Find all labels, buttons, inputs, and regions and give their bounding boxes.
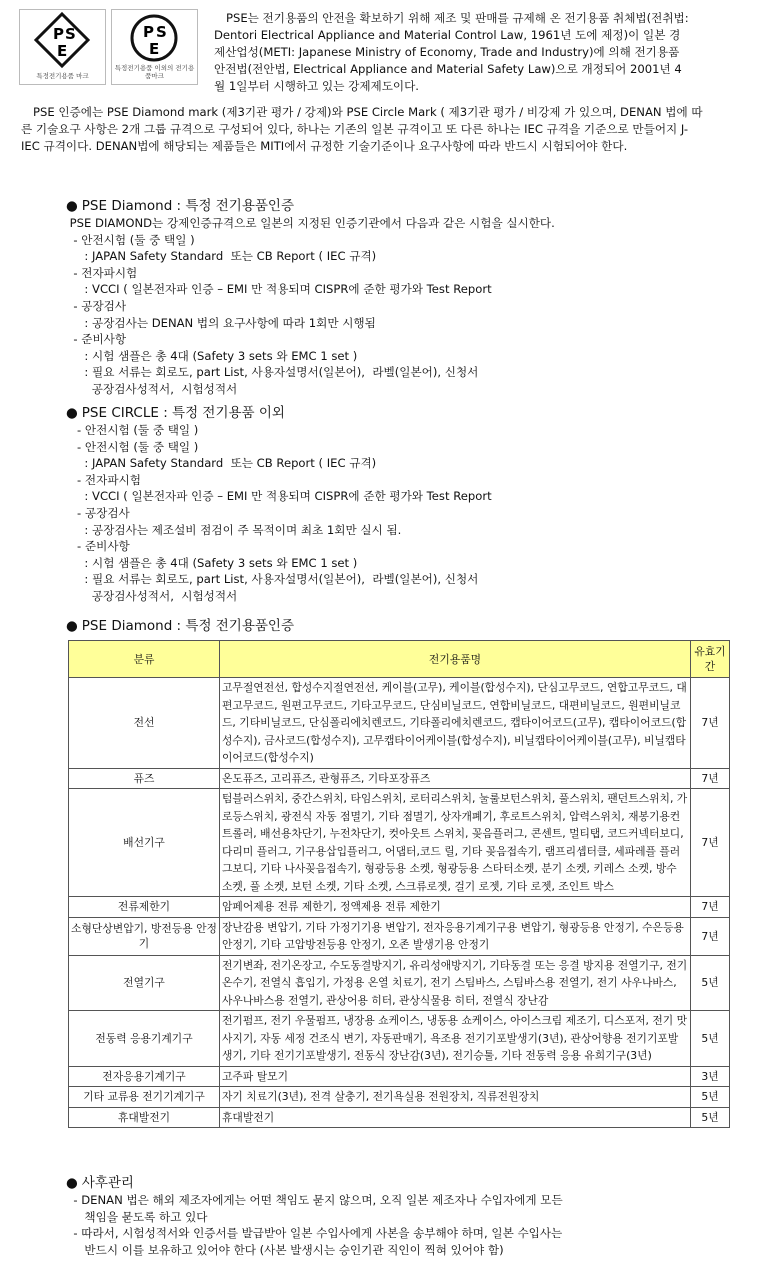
period-cell: 5년 <box>691 955 730 1011</box>
text-line: - DENAN 법은 해외 제조자에게는 어떤 책임도 묻지 않으며, 오직 일본 제조자나 수입자에게 모든 <box>66 1193 563 1207</box>
products-cell: 휴대발전기 <box>220 1107 691 1128</box>
text-line: - 공장검사 <box>66 505 130 520</box>
text-line: : 필요 서류는 회로도, part List, 사용자설명서(일본어), 라벨(일본어), 신청서 <box>66 365 479 380</box>
table-row <box>69 955 730 1011</box>
period-cell: 3년 <box>691 1066 730 1087</box>
category-cell: 전열기구 <box>69 955 220 1011</box>
svg-text:E: E <box>57 42 68 60</box>
table-row <box>69 1066 730 1087</box>
products-cell: 고주파 탈모기 <box>220 1066 691 1087</box>
circle-mark-icon <box>112 10 197 66</box>
category-cell: 전동력 응용기계기구 <box>69 1011 220 1067</box>
period-cell: 7년 <box>691 917 730 955</box>
bullet-icon: ● <box>66 198 78 214</box>
text-line: - 안전시험 (둘 중 택일 ) <box>66 439 199 454</box>
products-cell: 전기펌프, 전기 우물펌프, 냉장용 쇼케이스, 냉동용 쇼케이스, 아이스크림 제조기, 디스포저, 전기 맛사지기, 자동 세정 건조식 변기, 자동판매기, 욕조용 전기기포발생기(3년), 관상어향용 전기기포발생기, 기타 전기기포발생기, 전동식 장난감(3년), 전기승툴, 기타 전동력 응용 유희기구(3년) <box>220 1011 691 1067</box>
category-cell: 전자응용기계기구 <box>69 1066 220 1087</box>
text-line: PSE DIAMOND는 강제인증규격으로 일본의 지정된 인증기관에서 다음과 같은 시험을 실시한다. <box>66 216 555 230</box>
text-line: : JAPAN Safety Standard 또는 CB Report ( IEC 규격) <box>66 456 377 471</box>
text-line: 책임을 묻도록 하고 있다 <box>66 1209 208 1224</box>
text-line: : 시험 샘플은 총 4대 (Safety 3 sets 와 EMC 1 set ) <box>66 348 358 363</box>
text-line: : VCCI ( 일본전자파 인증 – EMI 만 적용되며 CISPR에 준한 평가와 Test Report <box>66 489 492 504</box>
period-cell: 5년 <box>691 1087 730 1108</box>
pse-overview-paragraph: PSE 인증에는 PSE Diamond mark (제3기관 평가 / 강제)와 PSE Circle Mark ( 제3기관 평가 / 비강제 가 있으며, DENAN 법에 따른 기술요구 사항은 2개 그룹 규격으로 구성되어 있다, 하나는 기존의 일본 규격이고 또 다른 하나는 IEC 규격을 기준으로 만들어지 J-IEC 규격이다. DENAN법에 해당되는 제품들은 MITI에서 규정한 기술기준이나 요구사항에 따라 반드시 시험되어야 한다. <box>21 105 703 153</box>
text-line: : JAPAN Safety Standard 또는 CB Report ( IEC 규격) <box>66 249 377 264</box>
products-cell: 장난감용 변압기, 기타 가정기기용 변압기, 전자응용기계기구용 변압기, 형광등용 안정기, 수은등용 안정기, 기타 고압방전등용 안정기, 오존 발생기용 안정기 <box>220 917 691 955</box>
text-line: - 전자파시험 <box>66 472 141 487</box>
svg-text:S: S <box>156 23 167 41</box>
text-line: - 준비사항 <box>66 332 127 347</box>
after-section <box>66 1174 563 1258</box>
circle-section <box>66 404 492 605</box>
svg-text:P: P <box>143 23 154 41</box>
circle-lines <box>66 422 492 605</box>
table-section-title: ● PSE Diamond : 특정 전기용품인증 <box>66 618 295 634</box>
bullet-icon: ● <box>66 618 78 634</box>
products-cell: 텀블러스위치, 중간스위치, 타임스위치, 로터리스위치, 눌룰보턴스위치, 풀스위치, 팬던트스위치, 가로등스위치, 광전식 자동 점멸기, 기타 점멸기, 상자개폐기, 후로트스위치, 압력스위치, 재봉기용컨트롤러, 배선용차단기, 누전차단기, 컷아웃트 스위치, 꽂음플러그, 콘센트, 멀티탭, 코드커넥터보디, 다리미 플러그, 기구용삽입플러그, 어댑터,코드 릴, 기타 꽂음접속기, 램프리셉터클, 세파레플 플러그보디, 기타 나사꽂음접속기, 형광등용 소켓, 형광등용 스타터소켓, 분기 소켓, 키레스 소켓, 방수 소켓, 풀 소켓, 보턴 소켓, 기타 소켓, 스크류로젯, 걸기 로젯, 기타 로젯, 조인트 박스 <box>220 789 691 897</box>
after-lines <box>66 1192 563 1258</box>
table-row <box>69 1087 730 1108</box>
text-line: 반드시 이를 보유하고 있어야 한다 (사본 발생시는 승인기관 직인이 찍혀 있어야 함) <box>66 1242 504 1257</box>
category-cell: 휴대발전기 <box>69 1107 220 1128</box>
svg-text:S: S <box>65 25 76 43</box>
text-line: : VCCI ( 일본전자파 인증 – EMI 만 적용되며 CISPR에 준한 평가와 Test Report <box>66 282 492 297</box>
period-cell: 7년 <box>691 789 730 897</box>
table-row <box>69 1107 730 1128</box>
text-line: - 안전시험 (둘 중 택일 ) <box>66 232 195 247</box>
bullet-icon: ● <box>66 1175 78 1191</box>
bullet-icon: ● <box>66 405 78 421</box>
text-line: - 안전시험 (둘 중 택일 ) <box>66 423 199 437</box>
products-cell: 온도퓨즈, 고리퓨즈, 관형퓨즈, 기타포장퓨즈 <box>220 768 691 789</box>
intro-paragraph: PSE는 전기용품의 안전을 확보하기 위해 제조 및 판매를 규제해 온 전기용품 취체법(전취법: Dentori Electrical Appliance and Material Control Law, 1961년 도에 제정)이 일본 경제산업성(METI: Japanese Ministry of Economy, Trade and Industry)에 의해 전기용품안전법(전안법, Electrical Appliance and Material Safety Law)으로 개정되어 2001년 4월 1일부터 시행하고 있는 강제제도이다. <box>214 11 689 93</box>
category-cell: 기타 교류용 전기기계기구 <box>69 1087 220 1108</box>
period-cell: 5년 <box>691 1107 730 1128</box>
category-cell: 배선기구 <box>69 789 220 897</box>
product-table <box>68 640 730 1128</box>
table-row <box>69 789 730 897</box>
table-header-row <box>69 641 730 678</box>
pse-logos <box>19 9 199 83</box>
text-line: - 준비사항 <box>66 539 130 554</box>
diamond-section <box>66 197 555 398</box>
category-cell: 퓨즈 <box>69 768 220 789</box>
products-cell: 자기 치료기(3년), 전격 살충기, 전기욕실용 전원장치, 직류전원장치 <box>220 1087 691 1108</box>
period-cell: 7년 <box>691 897 730 918</box>
circle-logo-caption: 특정전기용품 이외의 전기용품마크 <box>114 64 195 80</box>
products-cell: 고무절연전선, 합성수지절연전선, 케이블(고무), 케이블(합성수지), 단심고무코드, 연합고무코드, 대편고무코드, 원편고무코드, 기타고무코드, 단심비닐코드, 연합비닐코드, 대편비닐코드, 원편비닐코드, 기타비닐코드, 단심폴리에치렌코드, 기타폴리에치렌코드, 캡타이어코드(고무), 캡타이어코드(합성수지), 금사코드(합성수지), 고무캡타이어케이블(합성수지), 비닐캡타이어케이블(고무), 비닐캡타이어코드(합성수지) <box>220 678 691 769</box>
circle-section-title: ● PSE CIRCLE : 특정 전기용품 이외 <box>66 405 285 421</box>
table-row <box>69 917 730 955</box>
products-cell: 암페어제용 전류 제한기, 정액제용 전류 제한기 <box>220 897 691 918</box>
text-line: : 시험 샘플은 총 4대 (Safety 3 sets 와 EMC 1 set ) <box>66 555 358 570</box>
period-cell: 5년 <box>691 1011 730 1067</box>
diamond-mark-icon <box>20 10 105 70</box>
category-cell: 전선 <box>69 678 220 769</box>
text-line: : 공장검사는 DENAN 법의 요구사항에 따라 1회만 시행됨 <box>66 315 376 330</box>
text-line: - 공장검사 <box>66 298 127 313</box>
svg-text:P: P <box>53 25 64 43</box>
products-cell: 전기변좌, 전기온장고, 수도동결방지기, 유리성애방지기, 기타동결 또는 응결 방지용 전열기구, 전기 온수기, 전열식 흡입기, 가정용 온열 치료기, 전기 스팀바스, 스팀바스용 전열기, 전기 사우나바스, 사우나바스용 전열기, 관상어용 히터, 관상식물용 히터, 전열식 장난감 <box>220 955 691 1011</box>
period-cell: 7년 <box>691 678 730 769</box>
table-row <box>69 897 730 918</box>
text-line: : 필요 서류는 회로도, part List, 사용자설명서(일본어), 라벨(일본어), 신청서 <box>66 572 479 587</box>
pse-diamond-logo <box>19 9 106 85</box>
text-line: - 따라서, 시험성적서와 인증서를 발급받아 일본 수입사에게 사본을 송부해야 하며, 일본 수입사는 <box>66 1226 563 1241</box>
diamond-lines <box>66 215 555 398</box>
after-section-title: ● 사후관리 <box>66 1175 134 1191</box>
text-line: : 공장검사는 제조설비 점검이 주 목적이며 최초 1회만 실시 됨. <box>66 522 402 537</box>
header-category: 분류 <box>69 641 220 678</box>
table-row <box>69 768 730 789</box>
category-cell: 소형단상변압기, 방전등용 안정기 <box>69 917 220 955</box>
category-cell: 전류제한기 <box>69 897 220 918</box>
text-line: 공장검사성적서, 시험성적서 <box>66 588 238 603</box>
pse-circle-logo <box>111 9 198 85</box>
header-products: 전기용품명 <box>220 641 691 678</box>
svg-text:E: E <box>149 40 160 58</box>
text-line: - 전자파시험 <box>66 265 138 280</box>
diamond-logo-caption: 특정전기용품 마크 <box>36 72 89 80</box>
table-row <box>69 678 730 769</box>
text-line: 공장검사성적서, 시험성적서 <box>66 381 238 396</box>
header-period: 유효기간 <box>691 641 730 678</box>
diamond-section-title: ● PSE Diamond : 특정 전기용품인증 <box>66 198 295 214</box>
table-row <box>69 1011 730 1067</box>
period-cell: 7년 <box>691 768 730 789</box>
